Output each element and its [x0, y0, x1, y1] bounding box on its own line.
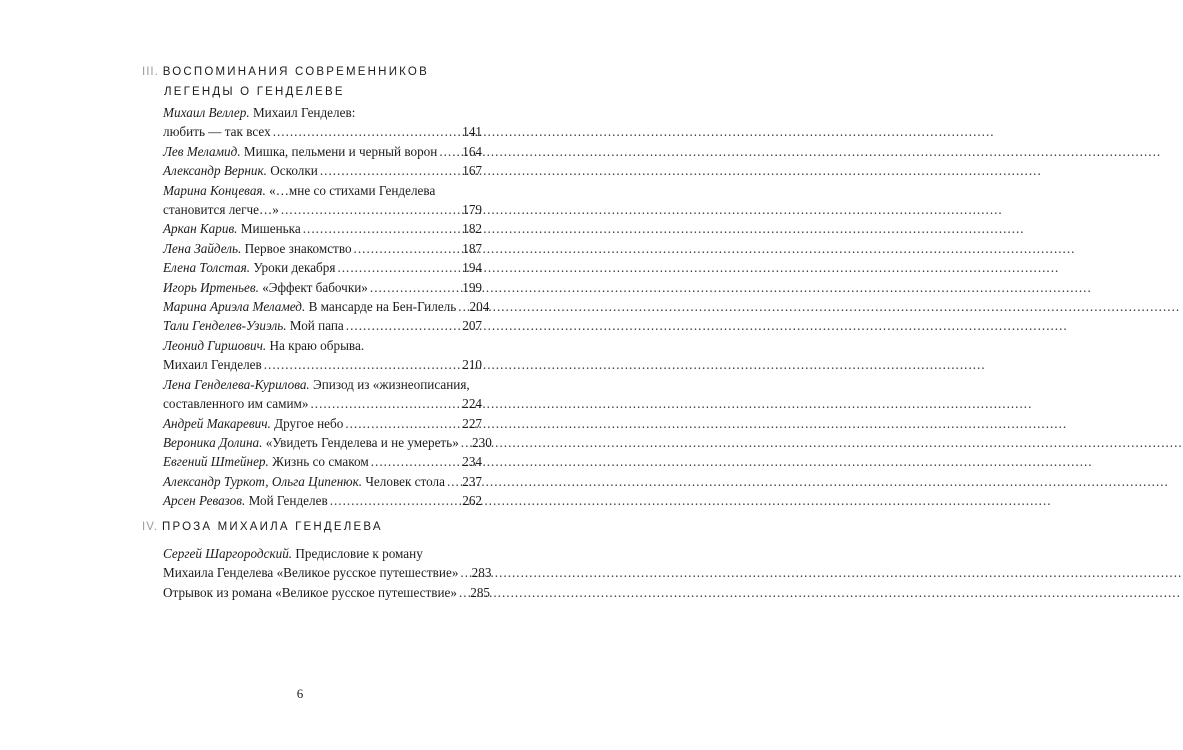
entry-title: Эпизод из «жизнеописания, [309, 376, 470, 392]
leader-dots [273, 122, 457, 141]
entry-author: Александр Туркот, Ольга Ципенюк. [163, 473, 363, 489]
entry-author: Арсен Ревазов. [163, 493, 246, 509]
entry-page-number: 285 [470, 584, 490, 600]
entry-page-number: 199 [462, 279, 482, 295]
entry-author: Вероника Долина. [163, 434, 263, 450]
toc-entry[interactable] [163, 583, 490, 602]
entry-page-number: 227 [462, 415, 482, 431]
entry-author: Леонид Гиршович. [163, 337, 267, 353]
entry-page-number: 164 [462, 143, 482, 159]
leader-dots [459, 583, 465, 602]
section-3-number: III. [142, 66, 159, 78]
leader-dots [264, 355, 457, 374]
entry-title: «Увидеть Генделева и не умереть» [262, 434, 459, 450]
leader-dots [439, 142, 457, 161]
entry-author: Марина Концевая. [163, 182, 266, 198]
entry-author: Лена Зайдель. [163, 240, 242, 256]
section-3-subtitle: ЛЕГЕНДЫ О ГЕНДЕЛЕВЕ [164, 86, 345, 98]
leader-dots [337, 258, 457, 277]
leader-dots [354, 239, 457, 258]
toc-entry[interactable] [163, 258, 482, 277]
entry-title-continued: становится легче…» [163, 202, 279, 218]
entry-title: На краю обрыва. [266, 337, 365, 353]
entry-page-number: 230 [472, 434, 492, 450]
toc-entry[interactable] [163, 472, 482, 491]
entry-page-number: 179 [462, 202, 482, 218]
entry-page-number: 283 [471, 565, 492, 581]
toc-entry[interactable] [163, 239, 482, 258]
entry-title: Михаил Генделев: [249, 105, 356, 120]
entry-title: Мой папа [286, 318, 344, 334]
entry-author: Сергей Шаргородский. [163, 546, 293, 561]
section-4-title: ПРОЗА МИХАИЛА ГЕНДЕЛЕВА [162, 521, 383, 533]
leader-dots [370, 278, 457, 297]
leader-dots [320, 161, 457, 180]
leader-dots [447, 472, 457, 491]
entry-author: Александр Верник. [163, 163, 267, 179]
leader-dots [460, 563, 466, 582]
leader-dots [281, 200, 457, 219]
entry-page-number: 194 [462, 260, 482, 276]
entry-title-continued: Михаил Генделев [163, 357, 262, 373]
entry-page-number: 207 [462, 318, 482, 334]
entry-author: Марина Ариэла Меламед. [163, 299, 306, 315]
entry-title: Осколки [266, 163, 318, 179]
leader-dots [310, 394, 457, 413]
leader-dots [461, 433, 467, 452]
entry-author: Лена Генделева-Курилова. [163, 376, 310, 392]
entry-page-number: 167 [462, 163, 482, 179]
entry-author: Аркан Карив. [163, 221, 238, 237]
section-4-toc [163, 544, 492, 602]
entry-title: Человек стола [362, 473, 445, 489]
toc-entry[interactable] [163, 103, 482, 142]
entry-page-number: 182 [462, 221, 482, 237]
entry-title-continued: любить — так всех [163, 124, 271, 140]
toc-entry[interactable] [163, 219, 482, 238]
toc-entry[interactable] [163, 375, 482, 414]
leader-dots [346, 316, 457, 335]
entry-title: Жизнь со смаком [268, 454, 369, 470]
leader-dots [458, 297, 464, 316]
toc-entry[interactable] [163, 278, 482, 297]
entry-author: Михаил Веллер. [163, 105, 250, 120]
toc-entry[interactable] [163, 414, 482, 433]
entry-title: Мишка, пельмени и черный ворон [240, 143, 438, 159]
leader-dots [345, 414, 457, 433]
entry-page-number: 237 [462, 473, 482, 489]
entry-title-continued: Михаила Генделева «Великое русское путешествие» [163, 565, 459, 581]
section-4-number: IV. [142, 521, 159, 533]
toc-entry[interactable] [163, 297, 490, 316]
toc-entry[interactable] [163, 491, 482, 510]
toc-entry[interactable] [163, 161, 482, 180]
entry-title: Уроки декабря [250, 260, 336, 276]
entry-title-continued: составленного им самим» [163, 396, 309, 412]
toc-entry[interactable] [163, 316, 482, 335]
entry-author: Игорь Иртеньев. [163, 279, 259, 295]
toc-entry[interactable] [163, 544, 492, 583]
toc-entry[interactable] [163, 336, 482, 375]
entry-page-number: 141 [462, 124, 482, 140]
toc-entry[interactable] [163, 142, 482, 161]
section-4-heading [142, 521, 383, 533]
leader-dots [303, 219, 457, 238]
leader-dots [330, 491, 457, 510]
leader-dots [371, 452, 457, 471]
toc-entry[interactable] [163, 433, 492, 452]
entry-author: Елена Толстая. [163, 260, 251, 276]
entry-title: Другое небо [270, 415, 344, 431]
page-number: 6 [296, 686, 304, 701]
entry-title: Отрывок из романа «Великое русское путешествие» [163, 584, 457, 600]
entry-page-number: 204 [469, 299, 490, 315]
entry-author: Тали Генделев-Узиэль. [163, 318, 287, 334]
entry-page-number: 262 [462, 493, 482, 509]
toc-entry[interactable] [163, 452, 482, 471]
entry-author: Лев Меламид. [163, 143, 241, 159]
entry-page-number: 234 [462, 454, 482, 470]
entry-page-number: 187 [462, 240, 482, 256]
entry-page-number: 210 [462, 357, 482, 373]
section-3-heading [142, 66, 429, 98]
entry-title: Мишенька [237, 221, 301, 237]
entry-page-number: 224 [462, 396, 482, 412]
entry-title: Мой Генделев [245, 493, 328, 509]
entry-title: Первое знакомство [241, 240, 352, 256]
toc-entry[interactable] [163, 181, 482, 220]
entry-title: В мансарде на Бен-Гилель [305, 299, 457, 315]
entry-title: «…мне со стихами Генделева [265, 182, 436, 198]
section-3-title: ВОСПОМИНАНИЯ СОВРЕМЕННИКОВ [162, 66, 429, 78]
entry-author: Евгений Штейнер. [163, 454, 269, 470]
section-3-toc [163, 103, 492, 511]
entry-title: Предисловие к роману [292, 546, 423, 561]
entry-title: «Эффект бабочки» [258, 279, 368, 295]
entry-author: Андрей Макаревич. [163, 415, 271, 431]
